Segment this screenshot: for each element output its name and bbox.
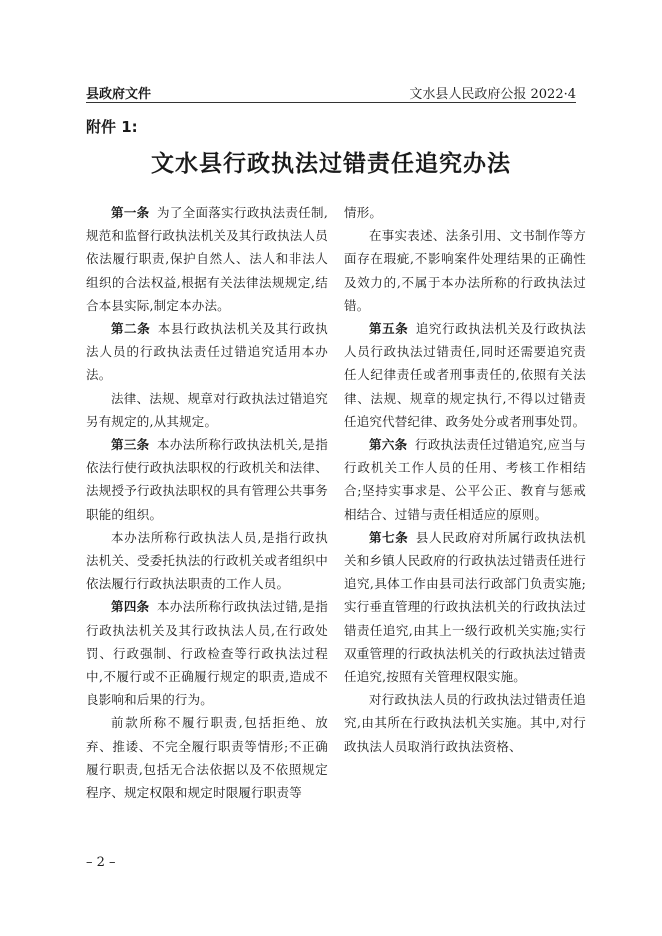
article-paragraph <box>344 224 586 317</box>
article-paragraph <box>344 317 586 433</box>
article-number: 第一条 <box>111 205 150 220</box>
article-text: 情形。 <box>344 205 383 220</box>
article-text: 为了全面落实行政执法责任制,规范和监督行政执法机关及其行政执法人员依法履行职责,保护自然人、法人和非法人组织的合法权益,根据有关法律法规规定,结合本县实际,制定本办法。 <box>86 205 328 313</box>
header-publication-label: 文水县人民政府公报 2022·4 <box>409 87 576 102</box>
header-section-label: 县政府文件 <box>86 87 152 102</box>
article-paragraph <box>344 201 586 224</box>
article-text: 追究行政执法机关及行政执法人员行政执法过错责任,同时还需要追究责任人纪律责任或者刑事责任的,依照有关法律、法规、规章的规定执行,不得以过错责任追究代替纪律、政务处分或者刑事处罚。 <box>344 321 586 429</box>
article-text: 县人民政府对所属行政执法机关和乡镇人民政府的行政执法过错责任进行追究,具体工作由县司法行政部门负责实施;实行垂直管理的行政执法机关的行政执法过错责任追究,由其上一级行政机关实施;实行双重管理的行政执法机关的行政执法过错责任追究,按照有关管理权限实施。 <box>344 529 586 685</box>
article-paragraph <box>344 433 586 526</box>
article-number: 第七条 <box>369 529 409 545</box>
article-paragraph <box>86 433 328 526</box>
article-text: 本县行政执法机关及其行政执法人员的行政执法责任过错追究适用本办法。 <box>86 321 328 383</box>
article-paragraph <box>344 526 586 688</box>
article-number: 第五条 <box>369 321 409 337</box>
article-text: 行政执法责任过错追究,应当与行政机关工作人员的任用、考核工作相结合;坚持实事求是、公平公正、教育与惩戒相结合、过错与责任相适应的原则。 <box>344 437 586 522</box>
article-number: 第四条 <box>111 599 150 615</box>
article-paragraph <box>86 526 328 596</box>
article-text: 本办法所称行政执法机关,是指依法行使行政执法职权的行政机关和法律、法规授予行政执法职权的具有管理公共事务职能的组织。 <box>86 437 328 522</box>
article-text: 法律、法规、规章对行政执法过错追究另有规定的,从其规定。 <box>86 390 328 429</box>
article-number: 第六条 <box>369 437 408 453</box>
article-text: 在事实表述、法条引用、文书制作等方面存在瑕疵,不影响案件处理结果的正确性及效力的,不属于本办法所称的行政执法过错。 <box>344 228 586 313</box>
article-text: 本办法所称行政执法人员,是指行政执法机关、受委托执法的行政机关或者组织中依法履行行政执法职责的工作人员。 <box>86 529 328 592</box>
article-text: 对行政执法人员的行政执法过错责任追究,由其所在行政执法机关实施。其中,对行政执法人员取消行政执法资格、 <box>344 692 586 754</box>
article-number: 第二条 <box>111 321 151 337</box>
header-divider <box>86 102 576 103</box>
article-paragraph <box>344 688 586 758</box>
right-text-column <box>344 201 586 758</box>
article-text: 前款所称不履行职责,包括拒绝、放弃、推诿、不完全履行职责等情形;不正确履行职责,包括无合法依据以及不依照规定程序、规定权限和规定时限履行职责等 <box>86 715 328 801</box>
document-title: 文水县行政执法过错责任追究办法 <box>151 150 511 177</box>
left-text-column <box>86 201 328 804</box>
article-paragraph <box>86 317 328 387</box>
article-paragraph <box>86 595 328 711</box>
attachment-label: 附件 1: <box>86 118 138 136</box>
article-number: 第三条 <box>111 437 150 453</box>
page-number: – 2 – <box>86 855 116 870</box>
article-text: 本办法所称行政执法过错,是指行政执法机关及其行政执法人员,在行政处罚、行政强制、行政检查等行政执法过程中,不履行或不正确履行规定的职责,造成不良影响和后果的行为。 <box>86 599 328 708</box>
article-paragraph <box>86 201 328 317</box>
article-paragraph <box>86 387 328 433</box>
article-paragraph <box>86 711 328 804</box>
